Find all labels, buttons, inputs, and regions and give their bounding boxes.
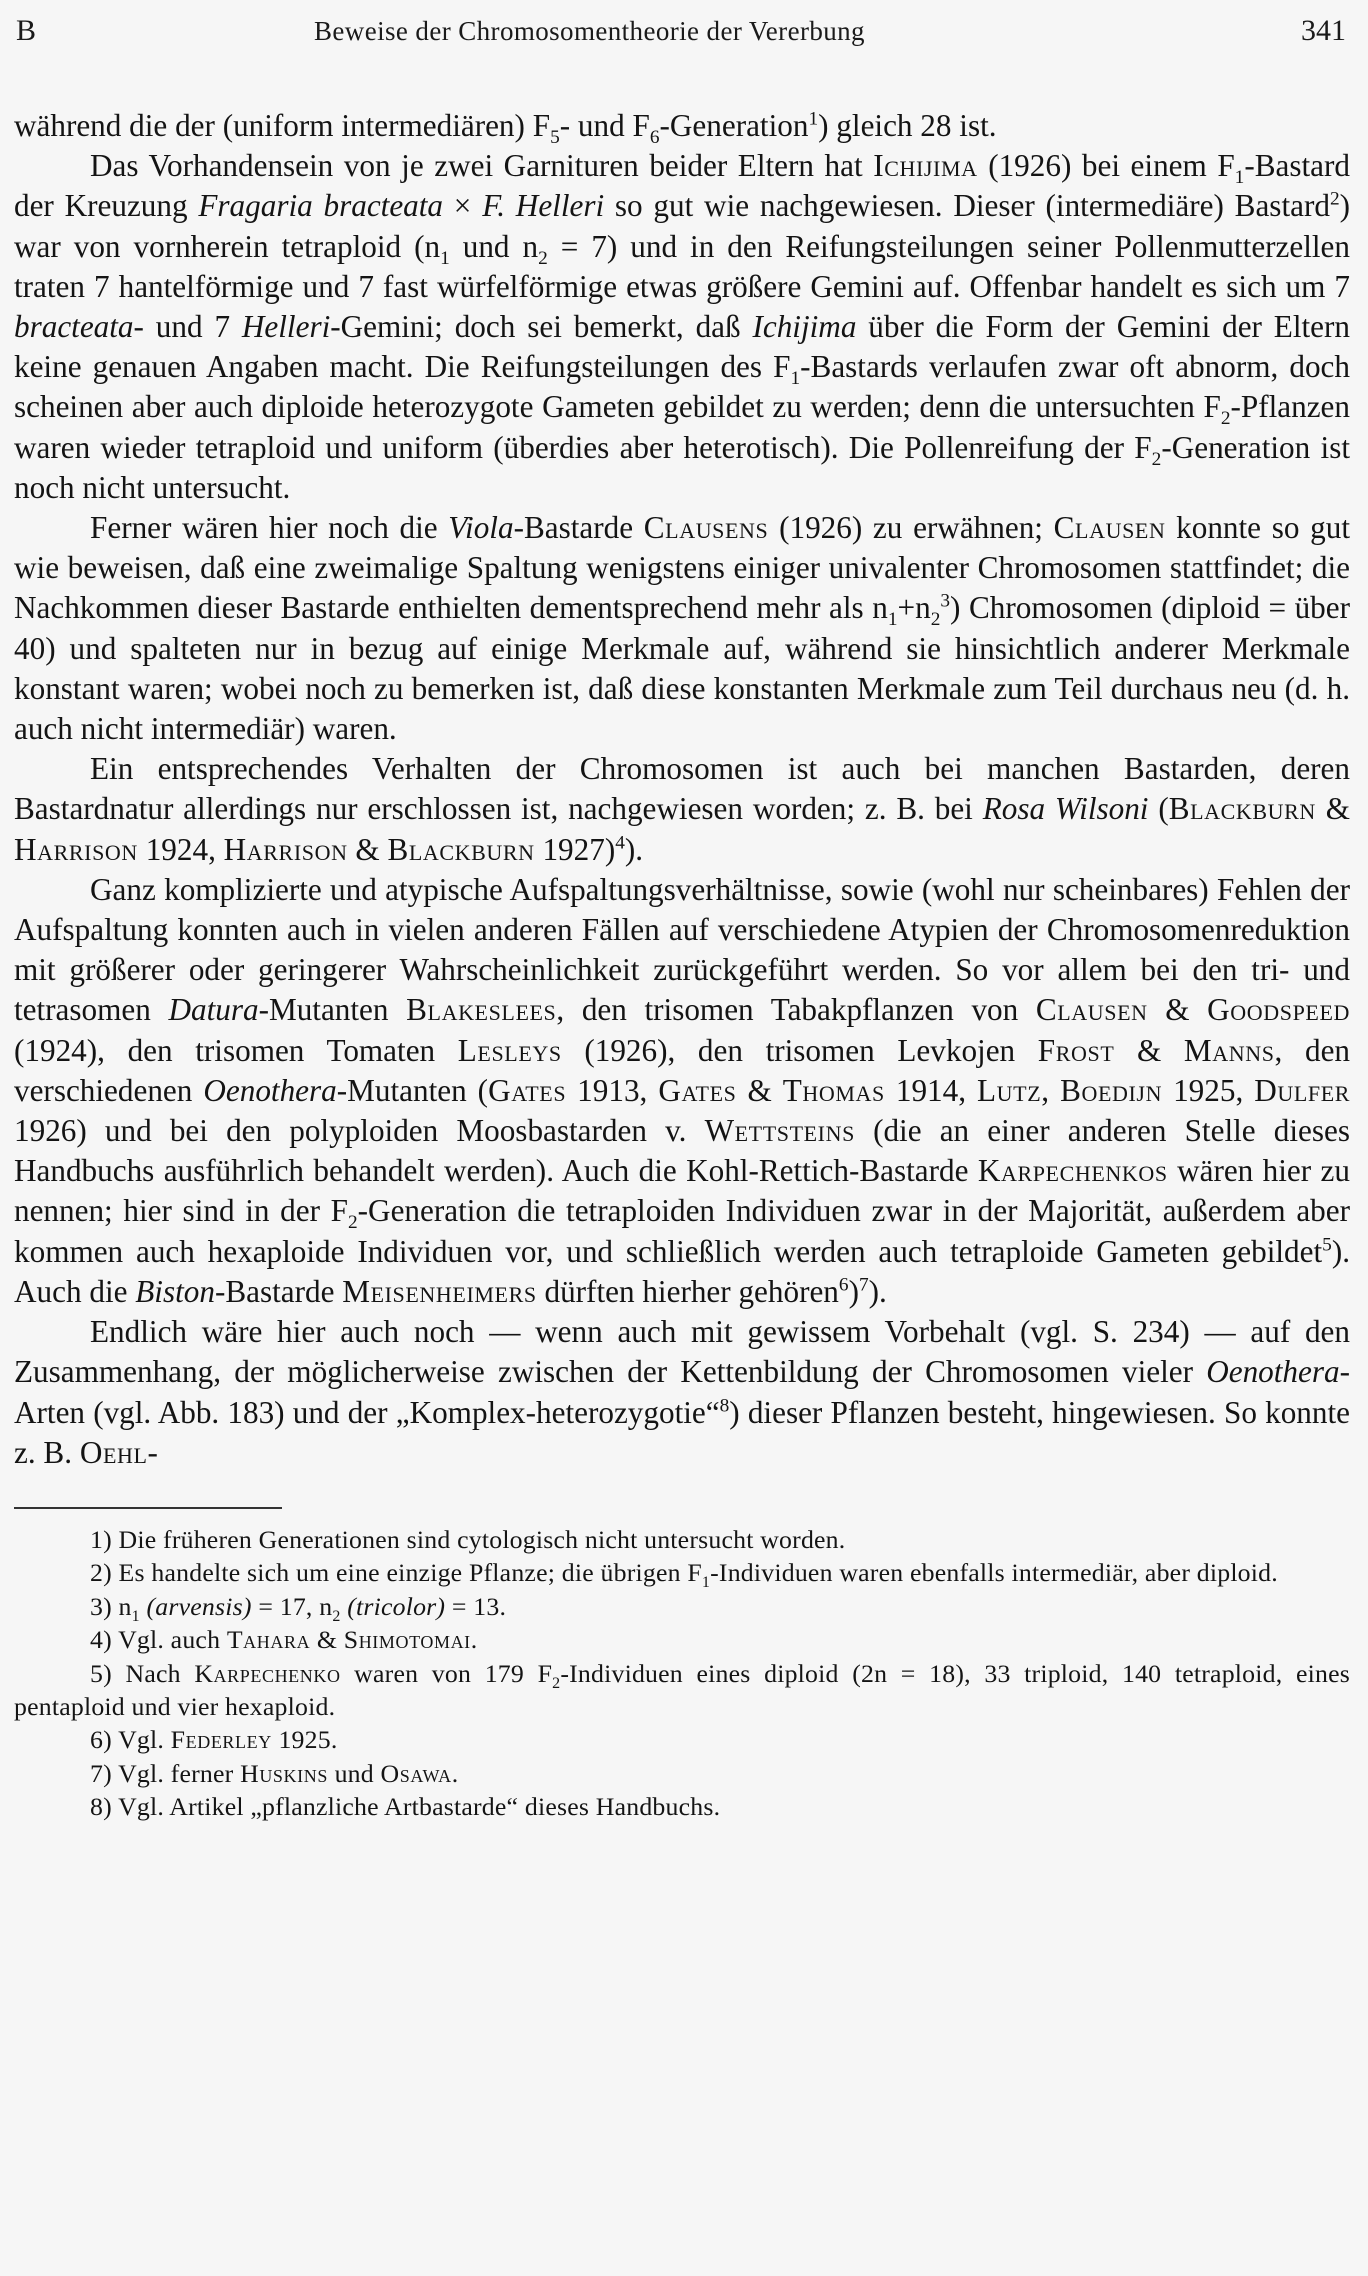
subscript: 1 <box>701 1574 711 1592</box>
subscript: 5 <box>550 127 560 149</box>
superscript-note-ref: 6 <box>838 1274 849 1296</box>
text-run: -Bastarde <box>214 1273 343 1309</box>
footnote <box>14 1590 1350 1623</box>
subscript: 1 <box>790 368 801 390</box>
italic-term: bracteata <box>14 309 134 345</box>
footnote <box>14 1790 1350 1823</box>
text-run: (1926) bei einem F <box>977 148 1235 184</box>
body-text <box>14 106 1350 1473</box>
text-run: 1913, <box>566 1072 659 1108</box>
paragraph <box>14 870 1350 1312</box>
subscript: 2 <box>348 1212 358 1234</box>
superscript-note-ref: 4 <box>615 832 625 854</box>
text-run: ). <box>868 1273 887 1309</box>
text-run: Ein entsprechendes Verhalten der Chromosomen ist auch bei manchen Bastarden, deren Bastardnatur allerdings nur erschlossen ist, nachgewiesen worden; z. B. bei <box>14 751 1350 827</box>
italic-term: (tricolor) <box>347 1591 446 1621</box>
text-run: ) war von vornherein tetraploid (n <box>14 188 1350 264</box>
author-name: Blakeslees <box>406 992 557 1028</box>
author-name: Federley <box>170 1725 272 1755</box>
author-name: Huskins <box>240 1758 328 1788</box>
text-run: -Gemini; doch sei bemerkt, daß <box>330 309 753 345</box>
text-run: 5) Nach <box>90 1658 195 1688</box>
text-run: (die an einer anderen Stelle dieses Handbuchs ausführlich behandelt werden). Auch die Kohl-Rettich-Bastarde <box>14 1113 1350 1189</box>
text-run: -Individuen eines diploid (2n = 18), 33 triploid, 140 tetraploid, eines pentaploid und vier hexaploid. <box>14 1658 1350 1721</box>
text-run: -Mutanten <box>258 992 407 1028</box>
text-run: 6) Vgl. <box>90 1725 171 1755</box>
author-name: Ichijima <box>873 148 978 184</box>
author-name: Boedijn <box>1060 1072 1163 1108</box>
running-title: Beweise der Chromosomentheorie der Vererbung <box>314 16 865 46</box>
text-run: (1926), den trisomen Levkojen <box>561 1032 1038 1068</box>
text-run: , den verschiedenen <box>14 1032 1351 1108</box>
author-name: Goodspeed <box>1207 992 1350 1028</box>
text-run: ( <box>1148 791 1169 827</box>
text-run: und n <box>449 228 539 264</box>
text-run: & <box>347 831 388 867</box>
author-name: Clausen <box>1035 992 1148 1028</box>
author-name: Manns <box>1183 1032 1275 1068</box>
footnotes <box>14 1523 1350 1824</box>
text-run: waren von 179 F <box>340 1658 553 1688</box>
text-run: 2) Es handelte sich um eine einzige Pflanze; die übrigen F <box>90 1558 702 1588</box>
text-run: wären hier zu nennen; hier sind in der F <box>14 1153 1350 1229</box>
subscript: 2 <box>332 1607 341 1625</box>
italic-term: (arvensis) <box>146 1591 252 1621</box>
text-run: & <box>1147 992 1208 1028</box>
text-run: 7) Vgl. ferner <box>90 1758 241 1788</box>
subscript: 1 <box>131 1607 140 1625</box>
text-run: - und F <box>559 108 650 143</box>
text-run: ) dieser Pflanzen besteht, hingewiesen. So konnte z. B. <box>14 1394 1350 1470</box>
author-name: Harrison <box>14 831 138 867</box>
superscript-note-ref: 2 <box>1329 189 1340 211</box>
text-run: = 13. <box>445 1591 507 1621</box>
text-run: -Bastard der Kreuzung <box>14 148 1350 224</box>
footnote <box>14 1623 1350 1656</box>
text-run: Das Vorhandensein von je zwei Garnituren beider Eltern hat <box>90 148 874 184</box>
text-run: -Bastards verlaufen zwar oft abnorm, doch scheinen aber auch diploide heterozygote Gameten gebildet zu werden; denn die untersuchten F <box>14 349 1350 425</box>
italic-term: F. Helleri <box>482 188 605 224</box>
text-run: Endlich wäre hier auch noch — wenn auch mit gewissem Vorbehalt (vgl. S. 234) — auf den Zusammenhang, der möglicherweise zwischen der Kettenbildung der Chromosomen vieler <box>14 1314 1350 1390</box>
text-run: Ferner wären hier noch die <box>90 510 449 546</box>
italic-term: Fragaria bracteata <box>198 188 444 224</box>
text-run: -Generation die tetraploiden Individuen zwar in der Majorität, außerdem aber kommen auch hexaploide Individuen vor, und schließlich werden auch tetraploide Gameten gebildet <box>14 1193 1350 1269</box>
author-name: Thomas <box>782 1072 885 1108</box>
footnote <box>14 1723 1350 1756</box>
text-run: -Arten (vgl. Abb. 183) und der „Komplex-heterozygotie“ <box>14 1354 1350 1430</box>
text-run: - und 7 <box>133 309 242 345</box>
superscript-note-ref: 7 <box>858 1274 869 1296</box>
paragraph <box>14 508 1350 749</box>
italic-term: Ichijima <box>752 309 857 345</box>
text-run: Ganz komplizierte und atypische Aufspaltungsverhältnisse, sowie (wohl nur scheinbares) Fehlen der Aufspaltung konnten auch in vielen anderen Fällen auf verschiedene Atypien der Chromosomenreduktion mit größerer oder geringerer Wahrscheinlichkeit zurückgeführt werden. So vor allem bei den tri- und tetrasomen <box>14 871 1350 1028</box>
author-name: Clausens <box>643 510 769 546</box>
author-name: Karpechenko <box>194 1658 341 1688</box>
author-name: Wettsteins <box>704 1113 855 1149</box>
superscript-note-ref: 1 <box>808 108 819 130</box>
text-run: (1924), den trisomen Tomaten <box>14 1032 458 1068</box>
text-run: -Individuen waren ebenfalls intermediär, aber diploid. <box>710 1558 1278 1588</box>
subscript: 2 <box>552 1674 561 1692</box>
text-run: & <box>1114 1032 1184 1068</box>
footnote <box>14 1556 1350 1592</box>
text-run: & <box>736 1072 783 1108</box>
text-run: ). <box>624 831 644 867</box>
paragraph <box>14 1312 1350 1473</box>
author-name: Gates <box>488 1072 567 1108</box>
subscript: 1 <box>887 609 898 631</box>
text-run: -Mutanten ( <box>336 1072 489 1108</box>
author-name: Gates <box>658 1072 737 1108</box>
subscript: 2 <box>538 247 548 269</box>
text-run: -Pflanzen waren wieder tetraploid und uniform (überdies aber heterotisch). Die Pollenreifung der F <box>14 389 1350 465</box>
author-name: Meisenheimers <box>342 1273 537 1309</box>
italic-term: Helleri <box>241 309 331 345</box>
text-run: und <box>327 1758 381 1788</box>
text-run: , <box>1041 1072 1061 1108</box>
footnote <box>14 1757 1350 1790</box>
text-run: 1925. <box>271 1725 338 1755</box>
superscript-note-ref: 3 <box>940 591 951 613</box>
text-run: 1927) <box>534 831 616 867</box>
author-name: Blackburn <box>387 831 535 867</box>
subscript: 2 <box>1220 408 1231 430</box>
text-run: so gut wie nachgewiesen. Dieser (intermediäre) Bastard <box>604 188 1330 224</box>
italic-term: Datura <box>168 992 259 1028</box>
text-run: während die der (uniform intermediären) F <box>14 108 551 143</box>
running-head <box>14 14 1350 62</box>
author-name: Karpechenkos <box>977 1153 1168 1189</box>
book-page <box>14 14 1350 1824</box>
text-run: 3) n <box>90 1591 132 1621</box>
paragraph <box>14 146 1350 508</box>
text-run: 1) Die früheren Generationen sind cytologisch nicht untersucht worden. <box>90 1524 846 1554</box>
text-run: . <box>451 1758 459 1788</box>
text-run: 1925, <box>1162 1072 1255 1108</box>
superscript-note-ref: 8 <box>719 1395 730 1417</box>
text-run: ) gleich 28 ist. <box>818 108 997 143</box>
subscript: 1 <box>1234 167 1245 189</box>
italic-term: Oenothera <box>1206 1354 1340 1390</box>
text-run: über die Form der Gemini der Eltern keine genauen Angaben macht. Die Reifungsteilungen des F <box>14 309 1351 385</box>
printer-signature: B <box>16 14 37 47</box>
text-run <box>140 1592 147 1621</box>
footnote-separator <box>14 1507 282 1509</box>
italic-term: Biston <box>135 1273 215 1309</box>
author-name: Lutz <box>977 1072 1042 1108</box>
text-run: , den trisomen Tabakpflanzen von <box>556 992 1036 1028</box>
page-number: 341 <box>1301 14 1346 47</box>
author-name: Clausen <box>1053 510 1166 546</box>
text-run: . <box>470 1625 478 1655</box>
text-run: (1926) zu erwähnen; <box>768 510 1054 546</box>
footnote <box>14 1523 1350 1556</box>
italic-term: Oenothera <box>203 1072 337 1108</box>
paragraph <box>14 749 1350 870</box>
italic-term: Rosa Wilsoni <box>982 791 1149 827</box>
text-run: +n <box>897 590 931 626</box>
text-run: ). Auch die <box>14 1233 1350 1309</box>
subscript: 2 <box>1151 448 1162 470</box>
italic-term: Viola <box>448 510 514 546</box>
author-name: Tahara <box>226 1625 311 1655</box>
text-run: ) Chromosomen (diploid = über 40) und spalteten nur in bezug auf einige Merkmale auf, während sie hinsichtlich anderer Merkmale konstant waren; wobei noch zu bemerken ist, daß diese konstanten Merkmale zum Teil durchaus neu (d. h. auch nicht intermediär) waren. <box>14 590 1350 747</box>
text-run: × <box>443 188 483 224</box>
author-name: Osawa <box>380 1758 452 1788</box>
text-run: dürften hierher gehören <box>536 1273 839 1309</box>
author-name: Oehl- <box>79 1434 159 1470</box>
author-name: Frost <box>1037 1032 1115 1068</box>
text-run: 4) Vgl. auch <box>90 1625 227 1655</box>
text-run: & <box>310 1625 344 1655</box>
subscript: 6 <box>649 127 660 149</box>
text-run: ) <box>848 1273 859 1309</box>
text-run: 1926) und bei den polyploiden Moosbastarden v. <box>14 1113 705 1149</box>
text-run: -Bastarde <box>513 510 644 546</box>
subscript: 2 <box>930 609 941 631</box>
text-run: -Generation ist noch nicht untersucht. <box>14 429 1350 505</box>
author-name: Dulfer <box>1254 1072 1351 1108</box>
text-run: 8) Vgl. Artikel „pflanzliche Artbastarde“ dieses Handbuchs. <box>90 1792 721 1822</box>
text-run: 1924, <box>137 831 224 867</box>
superscript-note-ref: 5 <box>1322 1234 1332 1256</box>
text-run: -Generation <box>659 108 809 143</box>
text-run: = 7) und in den Reifungsteilungen seiner Pollenmutterzellen traten 7 hantelförmige und 7 fast würfelförmige etwas größere Gemini auf. Offenbar handelt es sich um 7 <box>14 228 1350 304</box>
text-run: 1914, <box>884 1072 978 1108</box>
footnote <box>14 1657 1350 1724</box>
text-run: konnte so gut wie beweisen, daß eine zweimalige Spaltung wenigstens einiger univalenter Chromosomen stattfindet; die Nachkommen dieser Bastarde enthielten dementsprechend mehr als n <box>14 510 1351 626</box>
author-name: Blackburn <box>1168 791 1316 827</box>
text-run: & <box>1315 791 1351 827</box>
paragraph <box>14 106 1350 149</box>
author-name: Shimotomai <box>343 1625 471 1655</box>
text-run: = 17, n <box>251 1591 333 1621</box>
subscript: 1 <box>440 247 450 269</box>
author-name: Lesleys <box>457 1032 562 1068</box>
author-name: Harrison <box>223 831 348 867</box>
